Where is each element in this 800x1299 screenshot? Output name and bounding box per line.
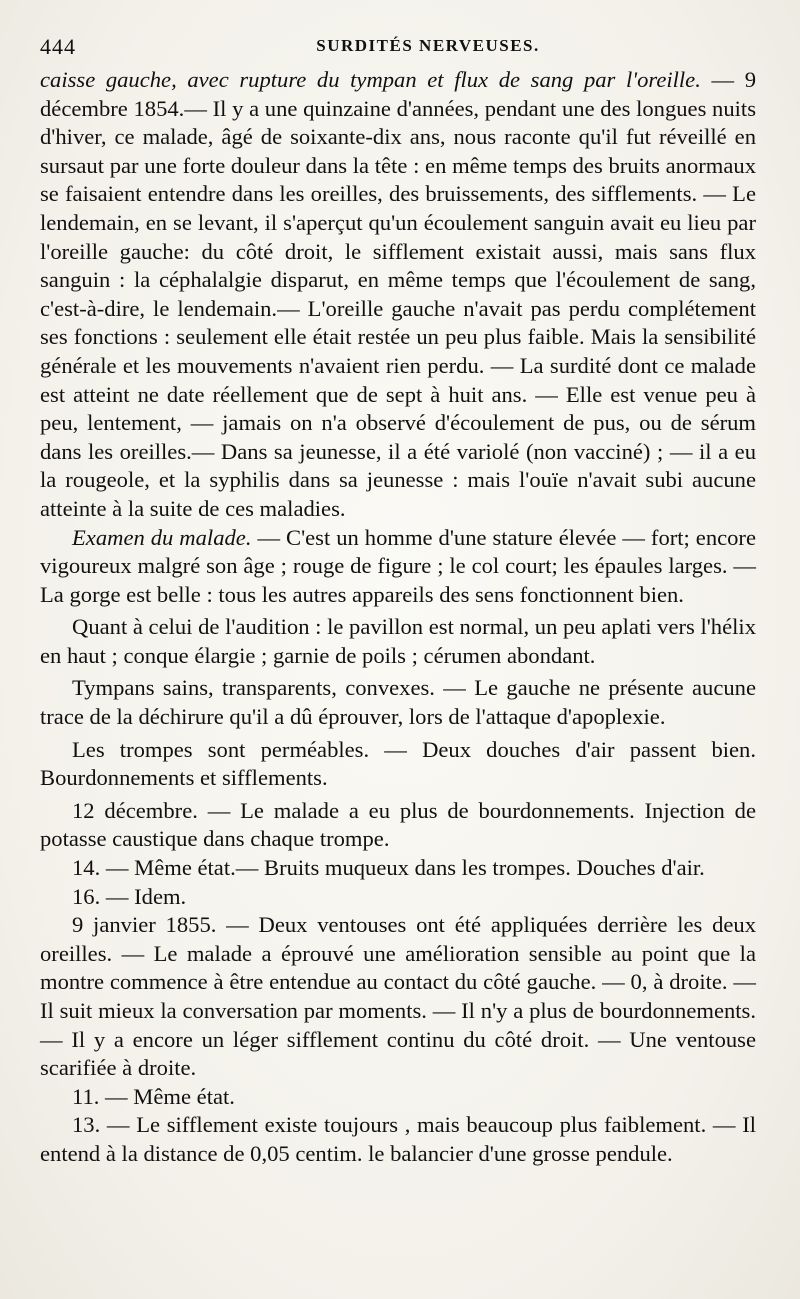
case-history-text: — 9 décembre 1854.— Il y a une quinzaine d'années, pendant une des longues nuits d'hiver, ce malade, âgé de soixante-dix ans, nous raconte qu'il fut réveillé en sursaut par une forte douleur dans la tête : en même temps des bruits anormaux se faisaient entendre dans les oreilles, des bruissements, des sifflements. — Le lendemain, en se levant, il s'aperçut qu'un écoulement sanguin avait eu lieu par l'oreille gauche: du côté droit, le sifflement existait aussi, mais sans flux sanguin : la céphalalgie disparut, en même temps que l'écoulement de sang, c'est-à-dire, le lendemain.— L'oreille gauche n'avait pas perdu complétement ses fonctions : seulement elle était restée un peu plus faible. Mais la sensibilité générale et les mouvements n'avaient rien perdu. — La surdité dont ce malade est atteint ne date réellement que de sept à huit ans. — Elle est venue peu à peu, lentement, — jamais on n'a observé d'écoulement de pus, ou de sérum dans les oreilles.— Dans sa jeunesse, il a été variolé (non vacciné) ; — il a eu la rougeole, et la syphilis dans sa jeunesse : mais l'ouïe n'avait subi aucune atteinte à la suite de ces maladies. — [40, 67, 756, 521]
body-text — [40, 66, 756, 1169]
paragraph-tympans: Tympans sains, transparents, convexes. — Le gauche ne présente aucune trace de la déchirure qu'il a dû éprouver, lors de l'attaque d'apoplexie. — [40, 675, 756, 730]
entry-14: 14. — Même état.— Bruits muqueux dans les trompes. Douches d'air. — [72, 855, 705, 881]
page-number: 444 — [40, 34, 76, 59]
examination-text: — C'est un homme d'une stature élevée — fort; encore vigoureux malgré son âge ; rouge de figure ; le col court; les épaules larges. — La gorge est belle : tous les autres appareils des sens fonctionnent bien. — [40, 524, 756, 607]
entry-13: 13. — Le sifflement existe toujours , mais beaucoup plus faiblement. — Il entend à la distance de 0,05 centim. le balancier d'une grosse pendule. — [40, 1112, 756, 1166]
case-title-continuation: caisse gauche, avec rupture du tympan et flux de sang par l'oreille. — [40, 67, 701, 92]
paragraph-trompes: Les trompes sont perméables. — Deux douches d'air passent bien. Bourdonnements et sifflements. — [40, 736, 756, 791]
entry-11: 11. — Même état. — [72, 1083, 235, 1109]
entry-16: 16. — Idem. — [72, 883, 187, 909]
running-title: SURDITÉS NERVEUSES. — [316, 36, 540, 55]
entry-9-janvier: 9 janvier 1855. — Deux ventouses ont été appliquées derrière les deux oreilles. — Le malade a éprouvé une amélioration sensible au point que la montre commence à être entendue au contact du côté gauche. — 0, à droite. — Il suit mieux la conversation par moments. — Il n'y a plus de bourdonnements. — Il y a encore un léger sifflement continu du côté droit. — Une ventouse scarifiée à droite. — [40, 912, 756, 1081]
entry-12-decembre: 12 décembre. — Le malade a eu plus de bourdonnements. Injection de potasse caustique dans chaque trompe. — [40, 797, 756, 852]
examination-heading: Examen du malade. — [72, 524, 252, 550]
paragraph-examination — [40, 524, 756, 610]
paragraph-case-history — [40, 66, 756, 524]
running-head — [40, 30, 756, 60]
paragraph-audition: Quant à celui de l'audition : le pavillon est normal, un peu aplati vers l'hélix en haut ; conque élargie ; garnie de poils ; cérumen abondant. — [40, 614, 756, 668]
